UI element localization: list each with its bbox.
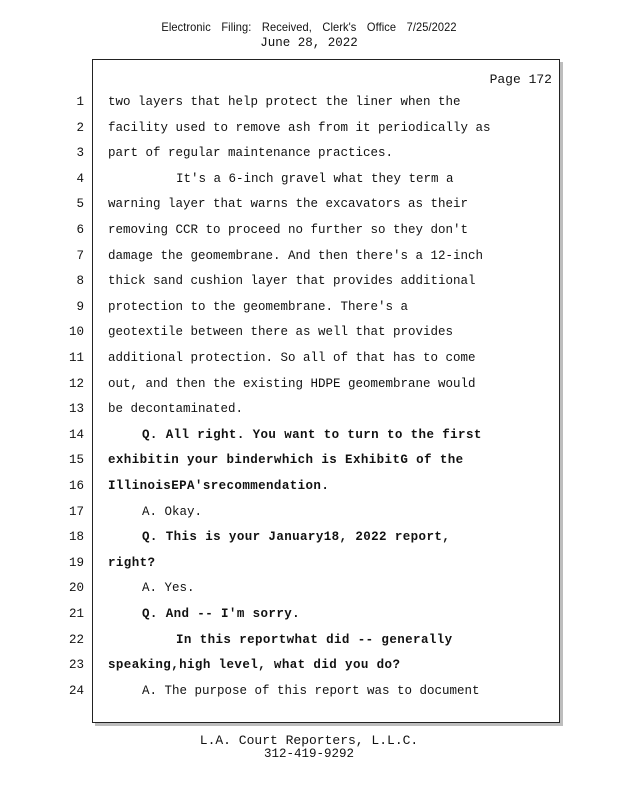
line-number: 24 bbox=[68, 683, 84, 698]
line-text: speaking,high level, what did you do? bbox=[108, 658, 401, 673]
line-text: A. Yes. bbox=[142, 581, 195, 596]
line-text: Q. All right. You want to turn to the first bbox=[142, 427, 482, 442]
line-number: 13 bbox=[68, 402, 84, 417]
line-number: 2 bbox=[76, 120, 84, 135]
line-number: 8 bbox=[76, 274, 84, 289]
line-number: 15 bbox=[68, 453, 84, 468]
line-text: geotextile between there as well that provides bbox=[108, 325, 454, 340]
line-text: be decontaminated. bbox=[108, 402, 244, 417]
line-text: It's a 6-inch gravel what they term a bbox=[176, 171, 454, 186]
line-number: 5 bbox=[76, 197, 84, 212]
line-number: 23 bbox=[68, 658, 84, 673]
line-text: right? bbox=[108, 555, 156, 570]
line-number: 11 bbox=[68, 351, 84, 365]
line-text: Q. This is your January18, 2022 report, bbox=[142, 530, 451, 545]
line-number: 18 bbox=[68, 530, 84, 545]
line-text: exhibitin your binderwhich is ExhibitG of the bbox=[108, 453, 464, 468]
line-number: 21 bbox=[68, 607, 84, 621]
page-number: Page 172 bbox=[489, 72, 552, 87]
line-text: A. The purpose of this report was to document bbox=[142, 683, 480, 698]
line-number: 1 bbox=[76, 95, 84, 109]
line-text: damage the geomembrane. And then there's a 12-inch bbox=[108, 248, 484, 263]
line-number: 9 bbox=[76, 299, 84, 314]
line-number: 3 bbox=[76, 146, 84, 161]
line-text: part of regular maintenance practices. bbox=[108, 146, 394, 161]
line-text: thick sand cushion layer that provides additional bbox=[108, 274, 476, 289]
line-number: 16 bbox=[68, 479, 84, 493]
line-number: 6 bbox=[76, 223, 84, 237]
line-number: 17 bbox=[68, 504, 84, 519]
filing-stamp: Electronic Filing: Received, Clerk's Office 7/25/2022 bbox=[161, 20, 457, 34]
line-text: facility used to remove ash from it periodically as bbox=[108, 120, 491, 135]
line-text: additional protection. So all of that has to come bbox=[108, 351, 476, 365]
line-text: IllinoisEPA'srecommendation. bbox=[108, 479, 330, 493]
line-number: 4 bbox=[76, 171, 84, 186]
line-number: 7 bbox=[76, 248, 84, 263]
line-number: 19 bbox=[68, 555, 84, 570]
line-number: 22 bbox=[68, 632, 84, 647]
line-text: out, and then the existing HDPE geomembrane would bbox=[108, 376, 476, 391]
line-number: 14 bbox=[68, 427, 84, 442]
line-text: Q. And -- I'm sorry. bbox=[142, 607, 301, 621]
document-date: June 28, 2022 bbox=[260, 36, 358, 50]
line-text: A. Okay. bbox=[142, 504, 203, 519]
court-reporter-phone: 312-419-9292 bbox=[263, 747, 354, 761]
line-text: warning layer that warns the excavators as their bbox=[108, 197, 469, 212]
line-number: 12 bbox=[68, 376, 84, 391]
line-text: two layers that help protect the liner when the bbox=[108, 95, 461, 109]
line-number: 20 bbox=[68, 581, 84, 596]
line-text: In this reportwhat did -- generally bbox=[176, 632, 453, 647]
court-reporter-name: L.A. Court Reporters, L.L.C. bbox=[199, 733, 419, 748]
line-text: removing CCR to proceed no further so they don't bbox=[108, 223, 469, 237]
line-number: 10 bbox=[68, 325, 84, 340]
line-text: protection to the geomembrane. There's a bbox=[108, 299, 409, 314]
